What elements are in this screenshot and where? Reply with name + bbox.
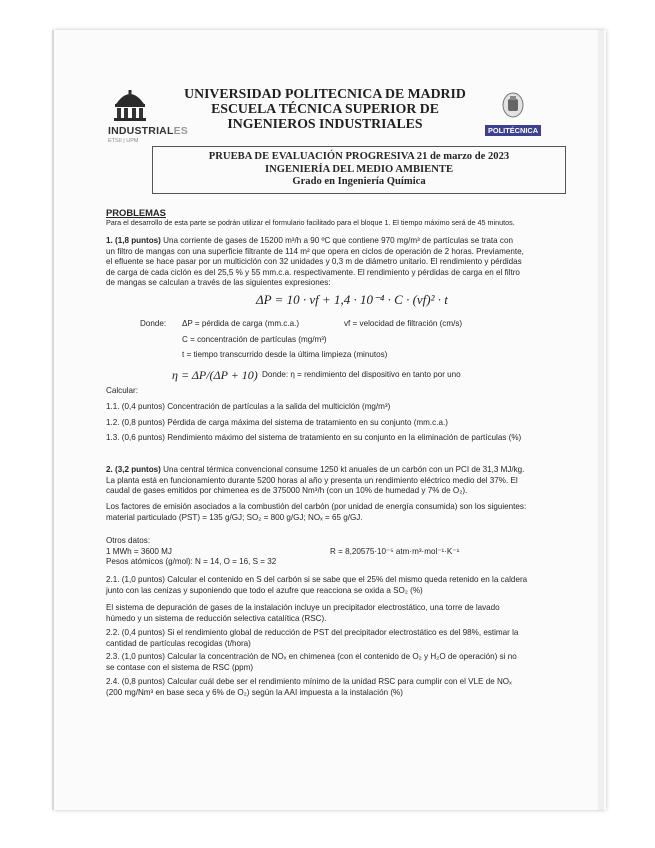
- donde-label: Donde:: [140, 319, 167, 328]
- question-2-1-line-1: 2.1. (1,0 puntos) Calcular el contenido en S del carbón si se sabe que el 25% del mismo queda retenido en la caldera: [106, 575, 528, 584]
- emission-factors-line-2: material particulado (PST) = 135 g/GJ; SO₂ = 800 g/GJ; NOₓ = 65 g/GJ.: [106, 512, 363, 522]
- mwh-conversion: 1 MWh = 3600 MJ: [106, 546, 172, 556]
- question-2-2-line-1: 2.2. (0,4 puntos) Si el rendimiento global de reducción de PST del precipitador electrostático es del 98%, estimar la: [106, 628, 519, 637]
- problems-intro: Para el desarrollo de esta parte se podrán utilizar el formulario facilitado para el bloque 1. El tiempo máximo será de 45 minutos.: [106, 218, 515, 227]
- question-2-4-line-2: (200 mg/Nm³ en base seca y 6% de O₂) según la AAI impuesta a la instalación (%): [106, 687, 403, 697]
- problem-1-line-2: un filtro de mangas con una superficie filtrante de 114 m² que opera en ciclos de operación de 2 horas. Previamente,: [106, 246, 524, 256]
- university-name: UNIVERSIDAD POLITECNICA DE MADRID: [184, 86, 466, 101]
- logo-right-text: POLITÉCNICA: [485, 125, 541, 136]
- efficiency-definition: Donde: η = rendimiento del dispositivo en tanto por uno: [262, 370, 461, 379]
- problem-1-line-3: el efluente se hace pasar por un multiciclón con 32 unidades y 0,3 m de diámetro unitario. El rendimiento y pérdidas: [106, 257, 522, 267]
- question-1-1: 1.1. (0,4 puntos) Concentración de partículas a la salida del multiciclón (mg/m³): [106, 402, 391, 411]
- calcular-label: Calcular:: [106, 386, 138, 395]
- emission-factors: [106, 502, 526, 523]
- exam-title-box: [152, 146, 566, 194]
- logo-left-suffix: ES: [173, 125, 189, 137]
- page-edge-shadow: [598, 30, 604, 810]
- exam-degree: Grado en Ingeniería Química: [292, 176, 426, 187]
- question-2-3-line-2: se contase con el sistema de RSC (ppm): [106, 662, 254, 672]
- problem-1-line-1: Una corriente de gases de 15200 m³/h a 90 ºC que contiene 970 mg/m³ de partículas se trata con: [160, 236, 513, 245]
- system-description: [106, 603, 500, 624]
- exam-subject: INGENIERÍA DEL MEDIO AMBIENTE: [264, 163, 454, 175]
- problems-heading: PROBLEMAS: [106, 207, 166, 218]
- problem-1-line-4: de carga de cada ciclón es del 25,5 % y 55 mm.c.a. respectivamente. El rendimiento y pérdidas de carga en el filtro: [106, 267, 520, 277]
- def-pressure-drop: ΔP = pérdida de carga (mm.c.a.): [182, 319, 300, 328]
- efficiency-formula: η = ΔP/(ΔP + 10): [172, 368, 258, 382]
- question-2-3-line-1: 2.3. (1,0 puntos) Calcular la concentración de NOₓ en chimenea (con el contenido de O₂ y H₂O de operación) si no: [106, 652, 517, 661]
- question-2-2-line-2: cantidad de partículas recogidas (t/hora): [106, 638, 251, 648]
- system-description-line-1: El sistema de depuración de gases de la instalación incluye un precipitador electrostático, una torre de lavado: [106, 603, 500, 612]
- problem-1-line-5: de mangas se calculan a través de las siguientes expresiones:: [106, 278, 331, 288]
- pressure-drop-formula: ΔP = 10 · vf + 1,4 · 10⁻⁴ · C · (vf)² · t: [256, 292, 448, 307]
- logo-left-text: INDUSTRIAL: [108, 125, 174, 137]
- otros-datos-label: Otros datos:: [106, 536, 151, 545]
- politecnica-logo: [487, 92, 539, 140]
- def-filtration-velocity: vf = velocidad de filtración (cm/s): [344, 319, 463, 328]
- question-2-4-line-1: 2.4. (0,8 puntos) Calcular cuál debe ser el rendimiento mínimo de la unidad RSC para cumplir con el VLE de NOₓ: [106, 677, 512, 686]
- problem-2-line-1: Una central térmica convencional consume 1250 kt anuales de un carbón con un PCI de 31,3 MJ/kg.: [160, 465, 525, 474]
- problem-2-label: 2. (3,2 puntos): [106, 465, 161, 474]
- university-header: [130, 86, 520, 131]
- other-data: [106, 536, 276, 568]
- atomic-weights: Pesos atómicos (g/mol): N = 14, O = 16, S = 32: [106, 557, 277, 567]
- problem-1-label: 1. (1,8 puntos): [106, 236, 161, 245]
- question-1-3: 1.3. (0,6 puntos) Rendimiento máximo del sistema de tratamiento en su conjunto en la eliminación de partículas (%): [106, 433, 522, 442]
- emission-factors-line-1: Los factores de emisión asociados a la combustión del carbón (por unidad de energía consumida) son los siguientes:: [106, 502, 527, 511]
- question-2-4: [106, 677, 512, 698]
- problem-2-statement: [106, 465, 556, 497]
- problem-2-line-2: La planta está en funcionamiento durante 5200 horas al año y presenta un rendimiento eléctrico medio del 37%. El: [106, 475, 518, 485]
- question-2-1-line-2: junto con las cenizas y suponiendo que todo el azufre que reacciona se oxida a SO₂ (%): [106, 585, 423, 595]
- question-1-2: 1.2. (0,8 puntos) Pérdida de carga máxima del sistema de tratamiento en su conjunto (mm.c.a.): [106, 418, 448, 427]
- gas-constant: R = 8,20575·10⁻⁵ atm·m³·mol⁻¹·K⁻¹: [330, 546, 460, 556]
- logo-left-sub: ETSII | UPM: [108, 138, 139, 144]
- question-2-3: [106, 652, 517, 673]
- school-name: ESCUELA TÉCNICA SUPERIOR DE: [211, 101, 439, 116]
- question-2-2: [106, 628, 518, 649]
- question-2-1: [106, 575, 527, 596]
- problem-2-line-3: caudal de gases emitidos por chimenea es de 375000 Nm³/h (con un 10% de humedad y 7% de O₂).: [106, 486, 468, 496]
- problem-1-statement: [106, 236, 556, 289]
- school-name-2: INGENIEROS INDUSTRIALES: [227, 116, 423, 131]
- exam-title: PRUEBA DE EVALUACIÓN PROGRESIVA 21 de marzo de 2023: [208, 151, 510, 162]
- def-time: t = tiempo transcurrido desde la última limpieza (minutos): [182, 350, 388, 359]
- def-concentration: C = concentración de partículas (mg/m³): [182, 335, 327, 344]
- crest-icon: [502, 92, 524, 118]
- system-description-line-2: húmedo y un sistema de reducción selectiva catalítica (RSC).: [106, 613, 327, 623]
